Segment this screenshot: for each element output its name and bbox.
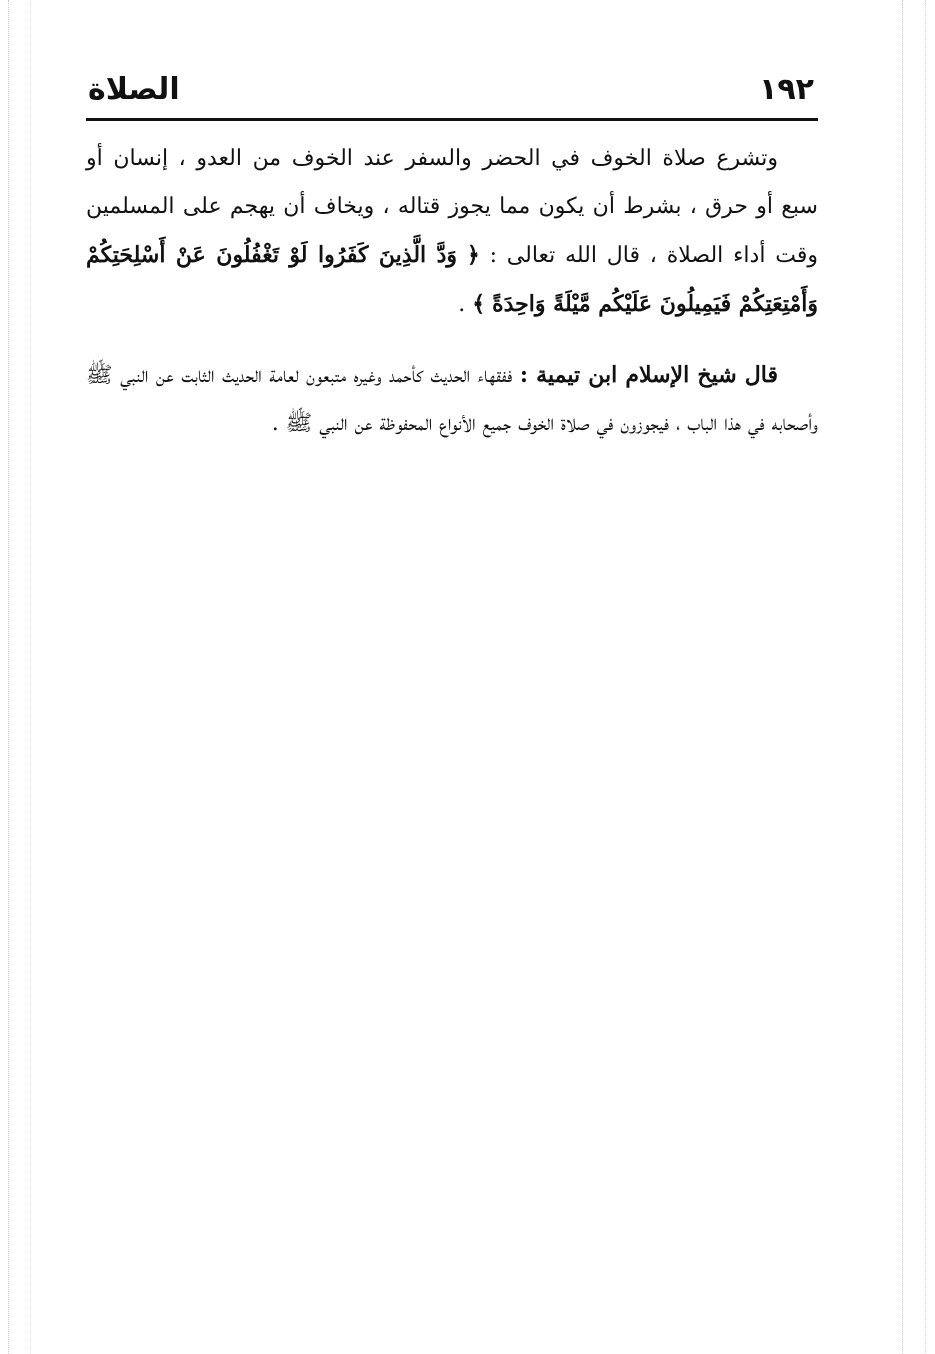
scan-artifact-line: [902, 0, 903, 1354]
paragraph-fear-prayer: [86, 135, 818, 329]
header-rule: [86, 118, 818, 121]
scan-artifact-line: [30, 0, 31, 1354]
page-body: [86, 135, 818, 448]
quran-bracket-open: ﴿: [466, 242, 480, 268]
quote-attribution: قال شيخ الإسلام ابن تيمية :: [519, 362, 779, 388]
paragraph-ibn-taymiyyah: [86, 351, 818, 448]
running-title: الصلاة: [88, 72, 180, 107]
paragraph-text: ففقهاء الحديث كأحمد وغيره متبعون لعامة الحديث الثابت عن النبي ﷺ وأصحابه في هذا الباب ، فيجوزون في صلاة الخوف جميع الأنواع المحفوظة عن النبي ﷺ .: [86, 363, 818, 436]
page-header: [86, 66, 818, 118]
book-page: [86, 66, 818, 448]
quran-bracket-close: ﴾: [472, 291, 486, 317]
quran-verse: وَدَّ الَّذِينَ كَفَرُوا لَوْ تَغْفُلُونَ عَنْ أَسْلِحَتِكُمْ وَأَمْتِعَتِكُمْ فَيَمِيلُونَ عَلَيْكُم مَّيْلَةً وَاحِدَةً: [86, 242, 818, 317]
page-number: ١٩٢: [759, 72, 814, 107]
paragraph-text: وتشرع صلاة الخوف في الحضر والسفر عند الخوف من العدو ، إنسان أو سبع أو حرق ، بشرط أن يكون مما يجوز قتاله ، ويخاف أن يهجم على المسلمين وقت أداء الصلاة ، قال الله تعالى :: [86, 146, 818, 268]
paragraph-end: .: [458, 292, 466, 317]
scan-artifact-line: [8, 0, 9, 1354]
scan-artifact-line: [925, 0, 926, 1354]
